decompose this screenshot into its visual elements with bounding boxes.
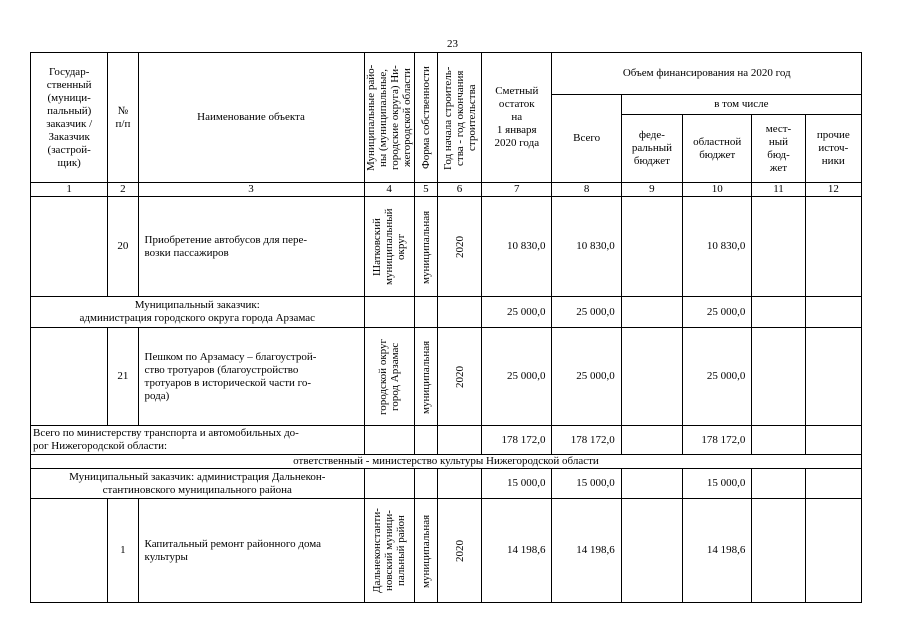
customer-label: Муниципальный заказчик: администрация Дальнекон- стантиновского муниципального района xyxy=(31,469,365,499)
row-number: 1 xyxy=(108,499,138,603)
column-number: 10 xyxy=(683,183,752,197)
customer-cell xyxy=(31,499,108,603)
header-ownership: Форма собственности xyxy=(414,53,437,183)
object-name: Пешком по Арзамасу – благоустрой- ство тротуаров (благоустройство тротуаров в исторической части го- рода) xyxy=(138,328,364,426)
header-local: мест- ный бюд- жет xyxy=(752,115,805,183)
regional-cell: 10 830,0 xyxy=(683,197,752,297)
customer-row xyxy=(31,297,862,328)
header-total: Всего xyxy=(552,95,621,183)
header-including: в том числе xyxy=(621,95,861,115)
header-customer: Государ- ственный (муници- пальный) заказчик / Заказчик (застрой- щик) xyxy=(31,53,108,183)
customer-cell xyxy=(31,328,108,426)
column-number: 3 xyxy=(138,183,364,197)
local-cell xyxy=(752,328,805,426)
ownership-cell: муниципальная xyxy=(414,328,437,426)
column-number-row xyxy=(31,183,862,197)
balance-cell: 10 830,0 xyxy=(482,197,552,297)
district-cell: городской округ город Арзамас xyxy=(364,328,414,426)
customer-cell xyxy=(31,197,108,297)
column-number: 6 xyxy=(437,183,481,197)
total-cell: 178 172,0 xyxy=(552,426,621,455)
header-number: № п/п xyxy=(108,53,138,183)
regional-cell: 14 198,6 xyxy=(683,499,752,603)
ministry-total-label: Всего по министерству транспорта и автомобильных до- рог Нижегородской области: xyxy=(31,426,365,455)
year-cell: 2020 xyxy=(437,328,481,426)
table-row xyxy=(31,197,862,297)
header-financing-volume: Объем финансирования на 2020 год xyxy=(552,53,862,95)
regional-cell: 15 000,0 xyxy=(683,469,752,499)
year-cell: 2020 xyxy=(437,499,481,603)
header-federal: феде- ральный бюджет xyxy=(621,115,682,183)
balance-cell: 14 198,6 xyxy=(482,499,552,603)
other-cell xyxy=(805,197,861,297)
local-cell xyxy=(752,499,805,603)
local-cell xyxy=(752,197,805,297)
district-cell: Дальнеконстанти- новский муници- пальный район xyxy=(364,499,414,603)
federal-cell xyxy=(621,197,682,297)
column-number: 9 xyxy=(621,183,682,197)
section-row xyxy=(31,455,862,469)
regional-cell: 25 000,0 xyxy=(683,297,752,328)
object-name: Приобретение автобусов для пере- возки пассажиров xyxy=(138,197,364,297)
district-cell: Шатковский муниципальный округ xyxy=(364,197,414,297)
table-row xyxy=(31,328,862,426)
regional-cell: 178 172,0 xyxy=(683,426,752,455)
header-districts: Муниципальные райо- ны (муниципальные, городские округа) Ни- жегородской области xyxy=(364,53,414,183)
column-number: 11 xyxy=(752,183,805,197)
balance-cell: 25 000,0 xyxy=(482,328,552,426)
federal-cell xyxy=(621,499,682,603)
year-cell: 2020 xyxy=(437,197,481,297)
other-cell xyxy=(805,328,861,426)
ministry-total-row xyxy=(31,426,862,455)
column-number: 4 xyxy=(364,183,414,197)
regional-cell: 25 000,0 xyxy=(683,328,752,426)
header-regional: областной бюджет xyxy=(683,115,752,183)
total-cell: 10 830,0 xyxy=(552,197,621,297)
customer-row xyxy=(31,469,862,499)
balance-cell: 25 000,0 xyxy=(482,297,552,328)
row-number: 21 xyxy=(108,328,138,426)
header-object-name: Наименование объекта xyxy=(138,53,364,183)
section-label: ответственный - министерство культуры Нижегородской области xyxy=(31,455,862,469)
balance-cell: 178 172,0 xyxy=(482,426,552,455)
column-number: 8 xyxy=(552,183,621,197)
total-cell: 25 000,0 xyxy=(552,297,621,328)
other-cell xyxy=(805,499,861,603)
column-number: 5 xyxy=(414,183,437,197)
header-years: Год начала строитель- ства - год окончания строительства xyxy=(437,53,481,183)
customer-label: Муниципальный заказчик: администрация городского округа города Арзамас xyxy=(31,297,365,328)
total-cell: 15 000,0 xyxy=(552,469,621,499)
ownership-cell: муниципальная xyxy=(414,197,437,297)
total-cell: 25 000,0 xyxy=(552,328,621,426)
object-name: Капитальный ремонт районного дома культуры xyxy=(138,499,364,603)
column-number: 1 xyxy=(31,183,108,197)
balance-cell: 15 000,0 xyxy=(482,469,552,499)
financing-table xyxy=(30,52,862,603)
column-number: 7 xyxy=(482,183,552,197)
page-number: 23 xyxy=(447,38,458,50)
column-number: 2 xyxy=(108,183,138,197)
total-cell: 14 198,6 xyxy=(552,499,621,603)
header-estimated-balance: Сметный остаток на 1 января 2020 года xyxy=(482,53,552,183)
row-number: 20 xyxy=(108,197,138,297)
federal-cell xyxy=(621,328,682,426)
table-row xyxy=(31,499,862,603)
column-number: 12 xyxy=(805,183,861,197)
ownership-cell: муниципальная xyxy=(414,499,437,603)
header-other: прочие источ- ники xyxy=(805,115,861,183)
